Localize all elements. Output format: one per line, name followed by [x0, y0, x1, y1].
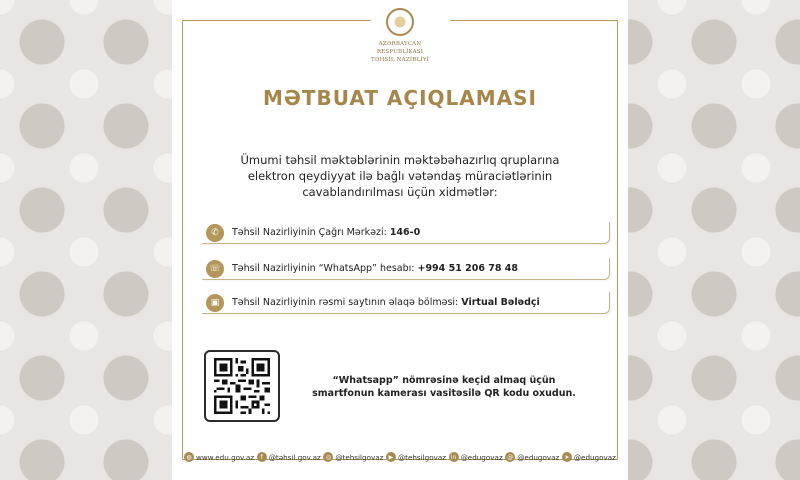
- instagram-icon: ◎: [323, 452, 333, 462]
- footer-link-facebook[interactable]: f @təhsil.gov.az: [257, 452, 321, 462]
- whatsapp-icon: ☏: [206, 260, 224, 278]
- footer-link-instagram[interactable]: ◎ @tehsilgovaz: [323, 452, 383, 462]
- telegram-icon: ➤: [562, 452, 572, 462]
- qr-code: [204, 350, 280, 422]
- logo-line-2: TƏHSİL NAZİRLİYİ: [370, 57, 430, 63]
- youtube-icon: ▶: [386, 452, 396, 462]
- press-release-card: [172, 0, 628, 480]
- chat-icon: ▣: [206, 294, 224, 312]
- qr-caption: “Whatsapp” nömrəsinə keçid almaq üçün smartfonun kamerası vasitəsilə QR kodu oxudun.: [312, 375, 576, 399]
- intro-text: Ümumi təhsil məktəblərinin məktəbəhazırlıq qruplarına elektron qeydiyyat ilə bağlı vətəndaş müraciətlərinin cavablandırılması üçün xidmətlər:: [240, 153, 560, 199]
- footer-link-linkedin[interactable]: in @edugovaz: [449, 452, 503, 462]
- threads-icon: @: [507, 453, 514, 461]
- linkedin-icon: in: [449, 452, 459, 462]
- footer-link-website[interactable]: ◍ www.edu.gov.az: [184, 452, 254, 462]
- social-footer: [182, 448, 618, 466]
- facebook-icon: f: [257, 452, 267, 462]
- qr-code-icon: [212, 358, 272, 414]
- globe-icon: ◍: [184, 452, 194, 462]
- emblem-icon: [386, 8, 414, 36]
- footer-link-telegram[interactable]: ➤ @edugovaz: [562, 452, 616, 462]
- logo-line-1: AZƏRBAYCAN RESPUBLİKASI: [376, 41, 424, 55]
- phone-icon: ✆: [206, 224, 224, 242]
- footer-link-youtube[interactable]: ▶ @tehsilgovaz: [386, 452, 446, 462]
- page-title: MƏTBUAT AÇIQLAMASI: [263, 86, 537, 110]
- info-row-whatsapp: ☏ Təhsil Nazirliyinin “WhatsApp” hesabı: +994 51 206 78 48: [202, 258, 610, 280]
- info-row-virtual-guide: ▣ Təhsil Nazirliyinin rəsmi saytının əlaqə bölməsi: Virtual Bələdçi: [202, 292, 610, 314]
- footer-link-threads[interactable]: @ @edugovaz: [507, 452, 560, 462]
- info-row-call-center: ✆ Təhsil Nazirliyinin Çağrı Mərkəzi: 146-0: [202, 222, 610, 244]
- ministry-logo: [360, 8, 440, 70]
